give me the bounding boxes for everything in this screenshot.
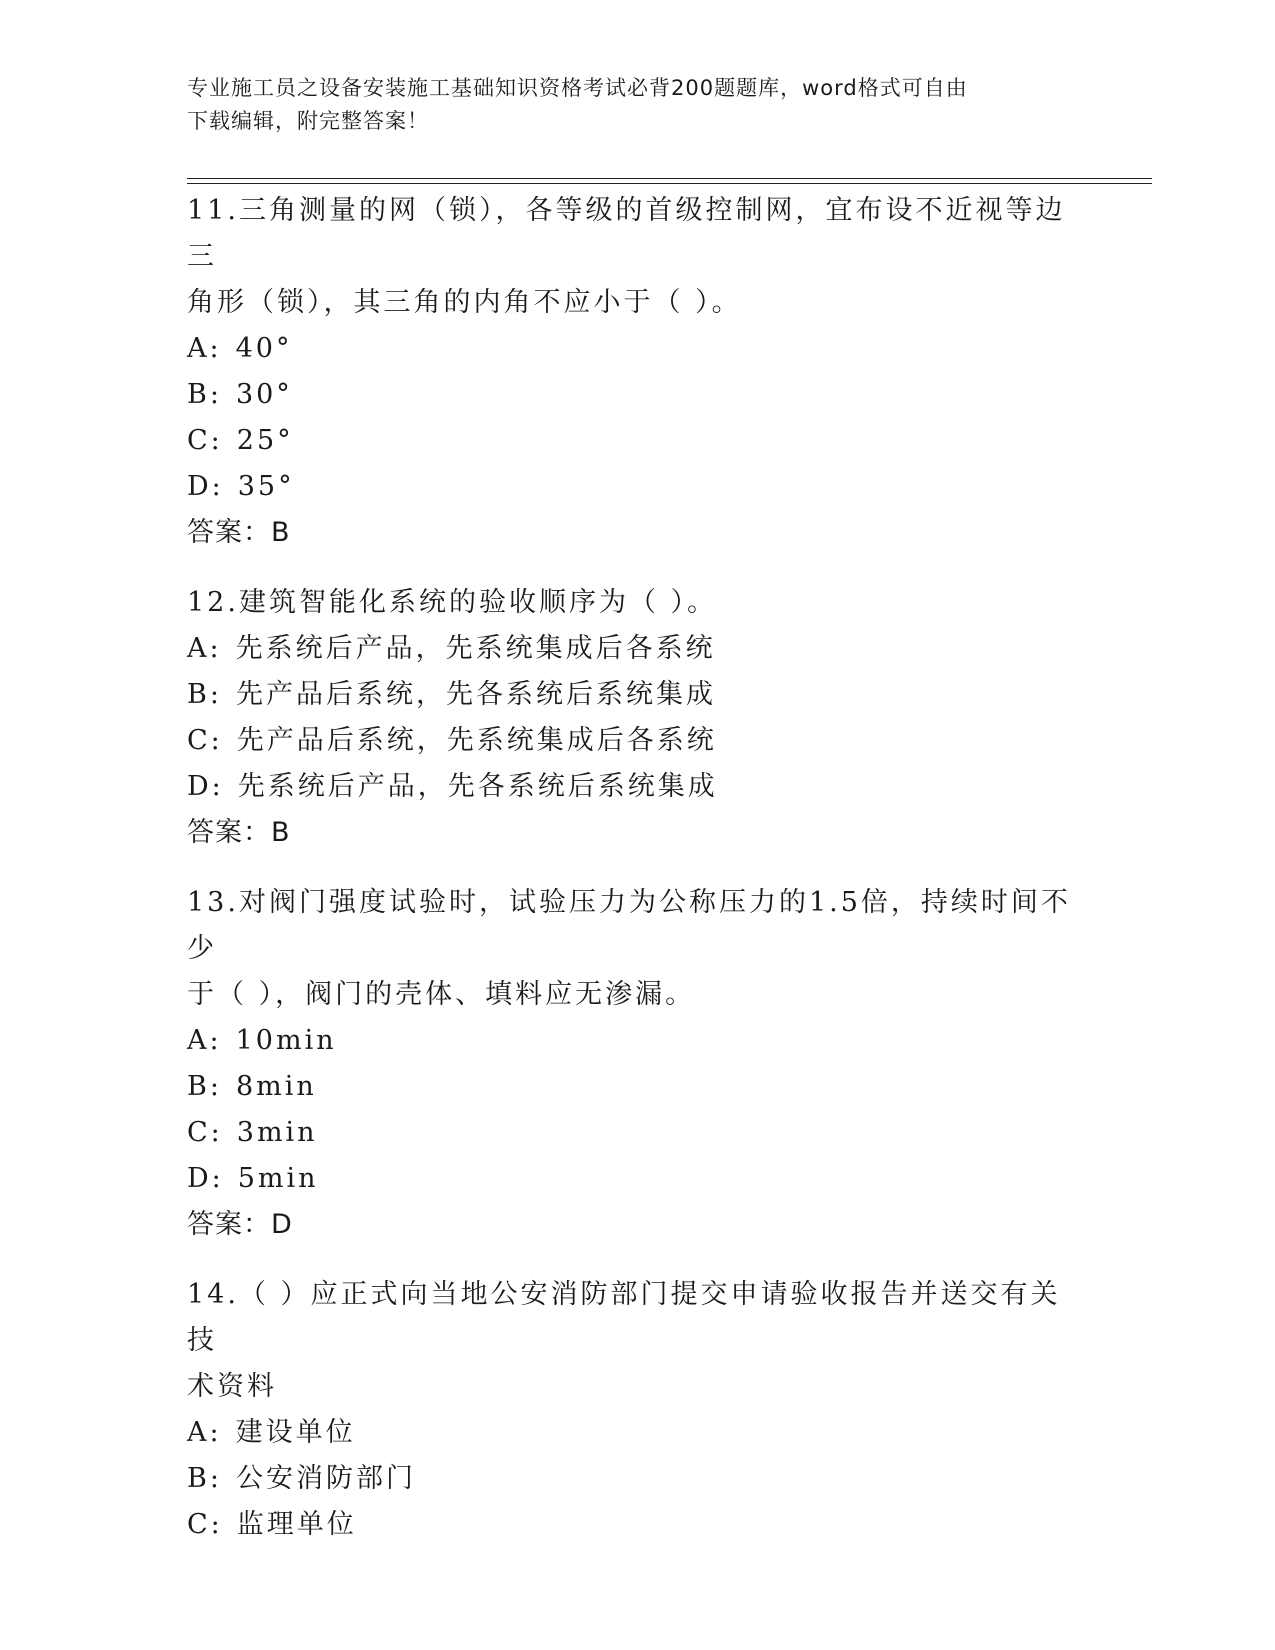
option-letter: B: xyxy=(187,1071,222,1102)
option-a xyxy=(187,1410,1087,1456)
option-letter: A: xyxy=(187,1025,222,1056)
option-text: 8min xyxy=(235,1071,317,1102)
question-stem-line: 14.（ ）应正式向当地公安消防部门提交申请验收报告并送交有关技 xyxy=(187,1279,1061,1356)
option-text: 先系统后产品，先各系统后系统集成 xyxy=(237,771,718,802)
option-b xyxy=(187,1064,1087,1110)
question-14 xyxy=(187,1272,1087,1548)
option-letter: A: xyxy=(187,633,222,664)
option-text: 35° xyxy=(237,471,295,502)
question-stem-line: 11.三角测量的网（锁），各等级的首级控制网，宜布设不近视等边三 xyxy=(187,195,1066,272)
question-stem-line: 于（ ），阀门的壳体、填料应无渗漏。 xyxy=(187,979,696,1010)
option-text: 先系统后产品，先系统集成后各系统 xyxy=(235,633,716,664)
option-letter: D: xyxy=(187,771,224,802)
answer-line: 答案：D xyxy=(187,1209,293,1240)
question-11 xyxy=(187,188,1087,556)
option-letter: A: xyxy=(187,333,222,364)
option-text: 建设单位 xyxy=(235,1417,356,1448)
option-c xyxy=(187,418,1087,464)
question-list xyxy=(187,188,1087,1572)
option-letter: C: xyxy=(187,1509,223,1540)
option-text: 10min xyxy=(235,1025,337,1056)
option-b xyxy=(187,372,1087,418)
option-letter: A: xyxy=(187,1417,222,1448)
option-text: 监理单位 xyxy=(236,1509,357,1540)
header-divider-bottom xyxy=(187,183,1152,184)
option-text: 3min xyxy=(236,1117,318,1148)
option-letter: D: xyxy=(187,471,224,502)
option-text: 30° xyxy=(235,379,293,410)
option-text: 先产品后系统，先各系统后系统集成 xyxy=(235,679,716,710)
answer-line: 答案：B xyxy=(187,817,291,848)
option-letter: B: xyxy=(187,379,222,410)
question-stem-line: 13.对阀门强度试验时，试验压力为公称压力的1.5倍，持续时间不少 xyxy=(187,887,1071,964)
option-letter: B: xyxy=(187,1463,222,1494)
option-text: 先产品后系统，先系统集成后各系统 xyxy=(236,725,717,756)
option-b xyxy=(187,672,1087,718)
option-a xyxy=(187,326,1087,372)
option-text: 5min xyxy=(237,1163,319,1194)
option-c xyxy=(187,1502,1087,1548)
option-c xyxy=(187,718,1087,764)
header-line-1: 专业施工员之设备安装施工基础知识资格考试必背200题题库，word格式可自由 xyxy=(187,76,968,100)
option-d xyxy=(187,464,1087,510)
question-stem-line: 12.建筑智能化系统的验收顺序为（ ）。 xyxy=(187,587,718,618)
option-text: 公安消防部门 xyxy=(235,1463,416,1494)
option-b xyxy=(187,1456,1087,1502)
option-letter: D: xyxy=(187,1163,224,1194)
header-divider-top xyxy=(187,178,1152,179)
question-12 xyxy=(187,580,1087,856)
question-stem-line: 术资料 xyxy=(187,1371,277,1402)
answer-line: 答案：B xyxy=(187,517,291,548)
document-header xyxy=(187,72,1087,138)
option-letter: B: xyxy=(187,679,222,710)
question-stem-line: 角形（锁），其三角的内角不应小于（ ）。 xyxy=(187,287,742,318)
option-d xyxy=(187,764,1087,810)
option-letter: C: xyxy=(187,425,223,456)
option-a xyxy=(187,1018,1087,1064)
option-c xyxy=(187,1110,1087,1156)
option-letter: C: xyxy=(187,1117,223,1148)
option-a xyxy=(187,626,1087,672)
option-text: 25° xyxy=(236,425,294,456)
question-13 xyxy=(187,880,1087,1248)
option-letter: C: xyxy=(187,725,223,756)
option-text: 40° xyxy=(235,333,293,364)
header-line-2: 下载编辑，附完整答案！ xyxy=(187,109,429,133)
option-d xyxy=(187,1156,1087,1202)
